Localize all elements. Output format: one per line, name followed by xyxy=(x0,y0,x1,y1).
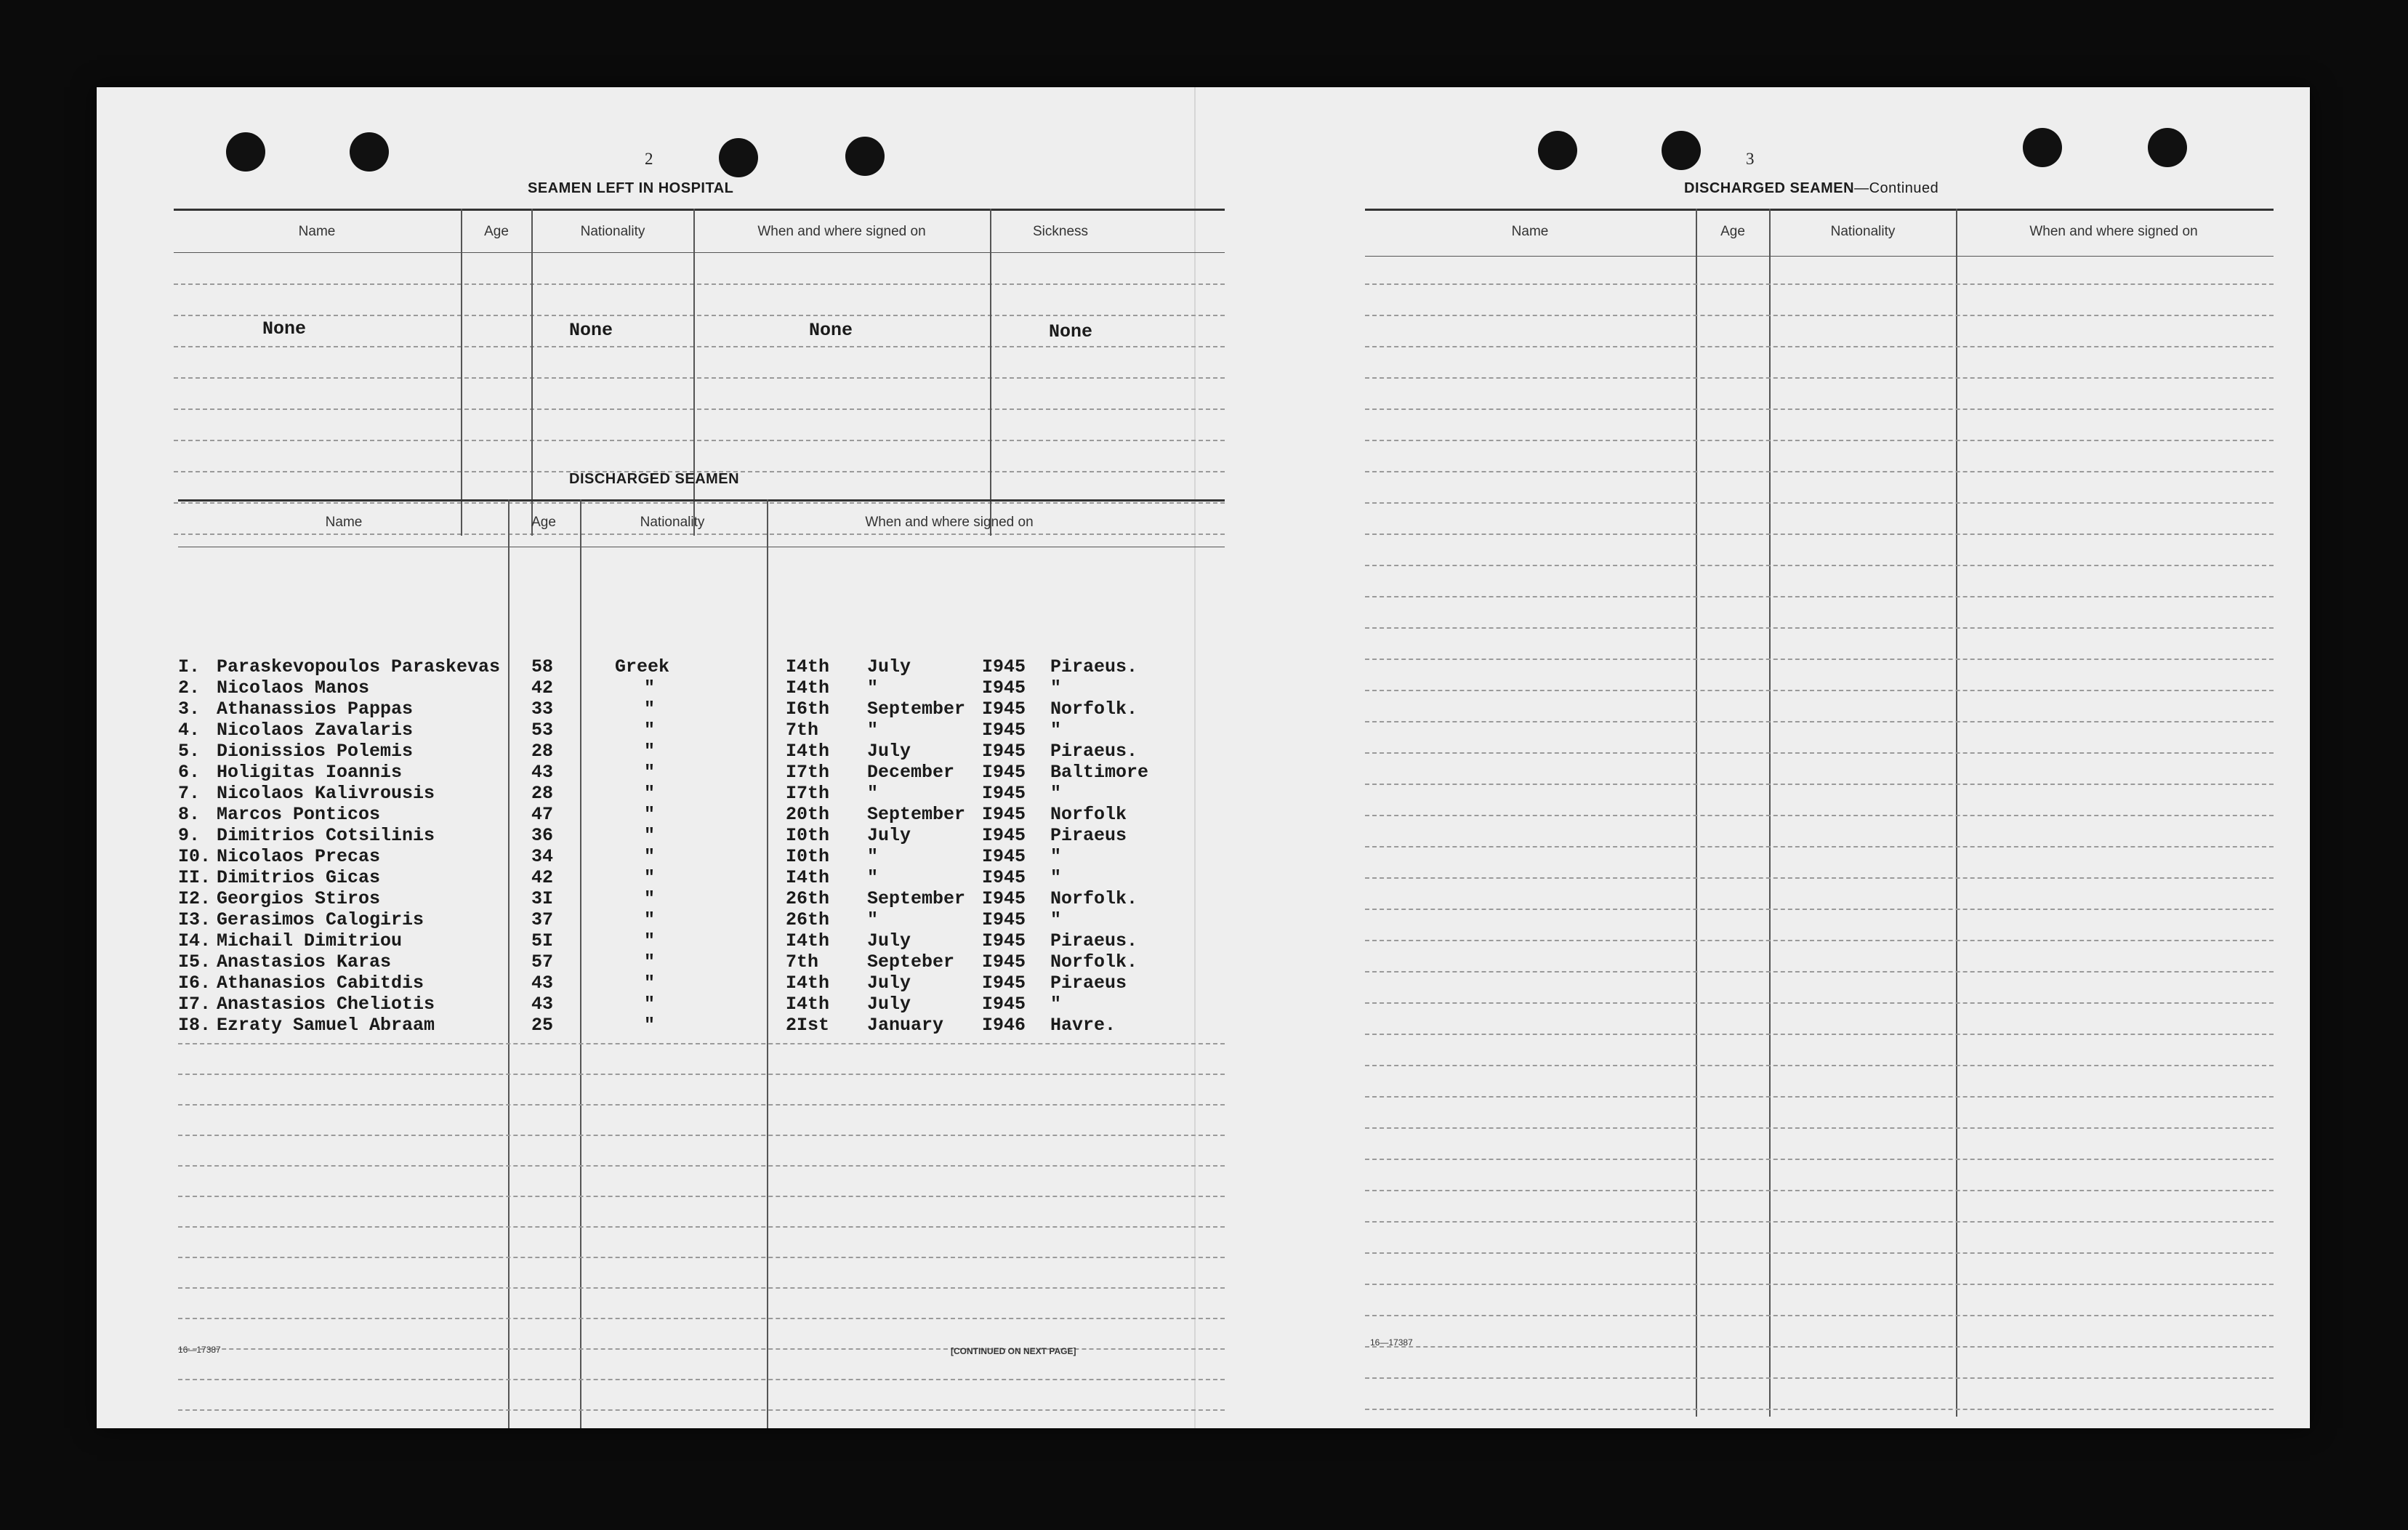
row-number: I6. xyxy=(178,973,212,994)
signed-day: 7th xyxy=(786,951,819,973)
row-number: 7. xyxy=(178,783,201,804)
seaman-nationality: " xyxy=(644,804,656,825)
seaman-name: Paraskevopoulos Paraskevas xyxy=(217,656,501,677)
signed-year: I945 xyxy=(982,930,1026,951)
signed-year: I945 xyxy=(982,994,1026,1015)
seaman-nationality: " xyxy=(644,783,656,804)
row-number: I3. xyxy=(178,909,212,930)
ruled-line xyxy=(1365,1252,2274,1254)
hospital-header-sickness: Sickness xyxy=(1032,224,1089,239)
right-header-age: Age xyxy=(1720,224,1745,239)
seaman-name: Nicolaos Precas xyxy=(217,846,381,867)
ruled-line xyxy=(1365,846,2274,847)
ruled-line xyxy=(1365,377,2274,379)
signed-month: " xyxy=(867,677,879,698)
signed-year: I945 xyxy=(982,973,1026,994)
ruled-line xyxy=(1365,471,2274,472)
ruled-line xyxy=(1365,1096,2274,1098)
right-header-name: Name xyxy=(1511,224,1549,239)
seaman-nationality: " xyxy=(644,888,656,909)
seaman-age: 53 xyxy=(531,720,554,741)
ruled-line xyxy=(1365,659,2274,660)
seaman-name: Michail Dimitriou xyxy=(217,930,403,951)
seaman-age: 3I xyxy=(531,888,554,909)
form-number: 16—17387 xyxy=(178,1345,221,1355)
seaman-nationality: " xyxy=(644,762,656,783)
ruled-line xyxy=(1365,596,2274,597)
row-number: II. xyxy=(178,867,212,888)
row-number: I8. xyxy=(178,1015,212,1036)
signed-place: " xyxy=(1050,677,1062,698)
seaman-name: Athanasios Cabitdis xyxy=(217,973,424,994)
seaman-age: 58 xyxy=(531,656,554,677)
signed-month: " xyxy=(867,783,879,804)
row-number: 5. xyxy=(178,741,201,762)
signed-month: July xyxy=(867,825,911,846)
signed-month: " xyxy=(867,846,879,867)
ruled-line xyxy=(174,502,1225,504)
right-page xyxy=(1194,87,2310,1428)
signed-place: " xyxy=(1050,720,1062,741)
discharged-header-age: Age xyxy=(531,515,556,530)
row-number: 9. xyxy=(178,825,201,846)
ruled-line xyxy=(1365,1002,2274,1004)
discharged-header-signed-on: When and where signed on xyxy=(865,515,1034,530)
hospital-title: SEAMEN LEFT IN HOSPITAL xyxy=(528,180,734,196)
hospital-nationality-none: None xyxy=(569,320,613,341)
signed-day: I0th xyxy=(786,825,830,846)
ruled-line xyxy=(1365,315,2274,316)
ruled-line xyxy=(1365,909,2274,910)
ruled-line xyxy=(1365,815,2274,816)
ruled-line xyxy=(1365,971,2274,973)
discharged-header-name: Name xyxy=(325,515,363,530)
seaman-nationality: " xyxy=(644,846,656,867)
ruled-line xyxy=(174,408,1225,410)
signed-month: September xyxy=(867,698,966,720)
ruled-line xyxy=(1365,1315,2274,1316)
ruled-line xyxy=(1365,1190,2274,1191)
signed-place: " xyxy=(1050,867,1062,888)
signed-month: July xyxy=(867,973,911,994)
signed-day: I4th xyxy=(786,930,830,951)
signed-year: I945 xyxy=(982,741,1026,762)
signed-month: July xyxy=(867,741,911,762)
signed-day: I4th xyxy=(786,656,830,677)
signed-day: I4th xyxy=(786,994,830,1015)
seaman-name: Georgios Stiros xyxy=(217,888,381,909)
seaman-age: 43 xyxy=(531,762,554,783)
signed-year: I946 xyxy=(982,1015,1026,1036)
seaman-age: 47 xyxy=(531,804,554,825)
continued-note: [CONTINUED ON NEXT PAGE] xyxy=(951,1346,1076,1356)
signed-year: I945 xyxy=(982,656,1026,677)
row-number: I4. xyxy=(178,930,212,951)
ruled-line xyxy=(1365,1409,2274,1410)
seaman-age: 33 xyxy=(531,698,554,720)
ruled-line xyxy=(178,1165,1225,1167)
page-number: 3 xyxy=(1746,150,1755,168)
continued-title-bold: DISCHARGED SEAMEN xyxy=(1684,180,1855,196)
right-header-nationality: Nationality xyxy=(1830,224,1896,239)
ruled-line xyxy=(1365,1159,2274,1160)
seaman-nationality: " xyxy=(644,720,656,741)
ruled-line xyxy=(1365,1065,2274,1066)
ruled-line xyxy=(1365,1346,2274,1348)
ruled-line xyxy=(1365,690,2274,691)
hospital-name-none: None xyxy=(262,318,307,339)
ruled-line xyxy=(1365,1127,2274,1129)
seaman-name: Dimitrios Cotsilinis xyxy=(217,825,435,846)
signed-year: I945 xyxy=(982,909,1026,930)
seaman-age: 43 xyxy=(531,973,554,994)
ruled-line xyxy=(174,283,1225,285)
signed-day: I6th xyxy=(786,698,830,720)
seaman-name: Anastasios Cheliotis xyxy=(217,994,435,1015)
seaman-name: Nicolaos Zavalaris xyxy=(217,720,414,741)
seaman-name: Nicolaos Kalivrousis xyxy=(217,783,435,804)
right-header-signed-on: When and where signed on xyxy=(2029,224,2198,239)
row-number: I2. xyxy=(178,888,212,909)
discharged-header-nationality: Nationality xyxy=(640,515,705,530)
seaman-age: 34 xyxy=(531,846,554,867)
signed-month: July xyxy=(867,930,911,951)
seaman-name: Gerasimos Calogiris xyxy=(217,909,424,930)
seaman-name: Nicolaos Manos xyxy=(217,677,370,698)
signed-day: I4th xyxy=(786,867,830,888)
seaman-name: Anastasios Karas xyxy=(217,951,392,973)
hospital-header-signed-on: When and where signed on xyxy=(757,224,926,239)
signed-month: Septeber xyxy=(867,951,955,973)
signed-year: I945 xyxy=(982,698,1026,720)
hospital-sickness-none: None xyxy=(1049,321,1093,342)
signed-day: 7th xyxy=(786,720,819,741)
signed-place: Norfolk. xyxy=(1050,888,1138,909)
seaman-nationality: " xyxy=(644,909,656,930)
seaman-nationality: " xyxy=(644,867,656,888)
row-number: I. xyxy=(178,656,201,677)
signed-place: Piraeus xyxy=(1050,825,1127,846)
hospital-signed-none: None xyxy=(809,320,853,341)
ruled-line xyxy=(174,315,1225,316)
ruled-line xyxy=(178,1043,1225,1044)
ruled-line xyxy=(178,1226,1225,1228)
signed-year: I945 xyxy=(982,951,1026,973)
ruled-line xyxy=(178,1074,1225,1075)
row-number: I5. xyxy=(178,951,212,973)
ruled-line xyxy=(1365,721,2274,722)
seaman-age: 25 xyxy=(531,1015,554,1036)
signed-month: September xyxy=(867,888,966,909)
seaman-nationality: " xyxy=(644,930,656,951)
seaman-age: 42 xyxy=(531,677,554,698)
row-number: 4. xyxy=(178,720,201,741)
signed-month: " xyxy=(867,909,879,930)
seaman-nationality: " xyxy=(644,698,656,720)
row-number: I7. xyxy=(178,994,212,1015)
ruled-line xyxy=(178,1104,1225,1106)
ruled-line xyxy=(178,1409,1225,1411)
ruled-line xyxy=(178,1257,1225,1258)
signed-day: I4th xyxy=(786,677,830,698)
hospital-header-nationality: Nationality xyxy=(580,224,645,239)
seaman-age: 37 xyxy=(531,909,554,930)
signed-year: I945 xyxy=(982,804,1026,825)
signed-year: I945 xyxy=(982,825,1026,846)
signed-day: 26th xyxy=(786,909,830,930)
signed-place: Norfolk xyxy=(1050,804,1127,825)
seaman-age: 57 xyxy=(531,951,554,973)
ruled-line xyxy=(174,346,1225,347)
signed-year: I945 xyxy=(982,888,1026,909)
seaman-nationality: " xyxy=(644,825,656,846)
ruled-line xyxy=(1365,502,2274,504)
ruled-line xyxy=(178,1287,1225,1289)
signed-day: 20th xyxy=(786,804,830,825)
ruled-line xyxy=(1365,1221,2274,1223)
ruled-line xyxy=(1365,940,2274,941)
signed-year: I945 xyxy=(982,677,1026,698)
seaman-name: Holigitas Ioannis xyxy=(217,762,403,783)
signed-day: 26th xyxy=(786,888,830,909)
ruled-line xyxy=(1365,534,2274,535)
continued-title xyxy=(1684,180,1938,197)
row-number: 6. xyxy=(178,762,201,783)
signed-day: I4th xyxy=(786,741,830,762)
ruled-line xyxy=(178,1318,1225,1319)
ruled-line xyxy=(178,1379,1225,1380)
seaman-nationality: " xyxy=(644,973,656,994)
ruled-line xyxy=(1365,283,2274,285)
signed-year: I945 xyxy=(982,867,1026,888)
signed-place: " xyxy=(1050,909,1062,930)
signed-month: " xyxy=(867,720,879,741)
ruled-line xyxy=(1365,346,2274,347)
signed-month: July xyxy=(867,994,911,1015)
page-number: 2 xyxy=(645,150,653,168)
discharged-title: DISCHARGED SEAMEN xyxy=(569,471,740,487)
row-number: 8. xyxy=(178,804,201,825)
signed-day: 2Ist xyxy=(786,1015,830,1036)
seaman-age: 28 xyxy=(531,741,554,762)
signed-day: I7th xyxy=(786,762,830,783)
ruled-line xyxy=(174,440,1225,441)
seaman-age: 5I xyxy=(531,930,554,951)
ruled-line xyxy=(1365,752,2274,754)
signed-day: I4th xyxy=(786,973,830,994)
seaman-nationality: " xyxy=(644,994,656,1015)
seaman-nationality: " xyxy=(644,1015,656,1036)
ruled-line xyxy=(1365,877,2274,879)
hospital-header-age: Age xyxy=(484,224,509,239)
row-number: 3. xyxy=(178,698,201,720)
signed-day: I7th xyxy=(786,783,830,804)
signed-place: Piraeus. xyxy=(1050,930,1138,951)
seaman-name: Athanassios Pappas xyxy=(217,698,414,720)
signed-month: January xyxy=(867,1015,944,1036)
signed-month: " xyxy=(867,867,879,888)
ruled-line xyxy=(178,1196,1225,1197)
ruled-line xyxy=(1365,1034,2274,1035)
seaman-name: Dionissios Polemis xyxy=(217,741,414,762)
ruled-line xyxy=(1365,440,2274,441)
continued-title-suffix: —Continued xyxy=(1854,180,1939,196)
signed-place: " xyxy=(1050,846,1062,867)
row-number: 2. xyxy=(178,677,201,698)
left-page xyxy=(97,87,1194,1428)
seaman-name: Dimitrios Gicas xyxy=(217,867,381,888)
signed-year: I945 xyxy=(982,762,1026,783)
seaman-age: 28 xyxy=(531,783,554,804)
form-number: 16—17387 xyxy=(1370,1337,1413,1348)
ruled-line xyxy=(1365,627,2274,629)
signed-place: Norfolk. xyxy=(1050,951,1138,973)
ruled-line xyxy=(174,534,1225,535)
seaman-nationality: " xyxy=(644,951,656,973)
signed-place: " xyxy=(1050,783,1062,804)
signed-month: July xyxy=(867,656,911,677)
signed-place: Norfolk. xyxy=(1050,698,1138,720)
seaman-age: 43 xyxy=(531,994,554,1015)
ruled-line xyxy=(1365,784,2274,785)
signed-month: September xyxy=(867,804,966,825)
ruled-line xyxy=(1365,408,2274,410)
signed-place: Havre. xyxy=(1050,1015,1116,1036)
row-number: I0. xyxy=(178,846,212,867)
ruled-line xyxy=(174,377,1225,379)
signed-year: I945 xyxy=(982,720,1026,741)
ruled-line xyxy=(1365,1377,2274,1379)
ruled-line xyxy=(178,1135,1225,1136)
signed-place: " xyxy=(1050,994,1062,1015)
signed-year: I945 xyxy=(982,846,1026,867)
signed-month: December xyxy=(867,762,955,783)
hospital-header-name: Name xyxy=(298,224,336,239)
seaman-age: 42 xyxy=(531,867,554,888)
seaman-age: 36 xyxy=(531,825,554,846)
signed-day: I0th xyxy=(786,846,830,867)
seaman-nationality: " xyxy=(644,741,656,762)
seaman-name: Ezraty Samuel Abraam xyxy=(217,1015,435,1036)
signed-place: Piraeus xyxy=(1050,973,1127,994)
seaman-name: Marcos Ponticos xyxy=(217,804,381,825)
signed-place: Piraeus. xyxy=(1050,741,1138,762)
ruled-line xyxy=(1365,1284,2274,1285)
seaman-nationality: " xyxy=(644,677,656,698)
ruled-line xyxy=(1365,565,2274,566)
document-sheet xyxy=(97,87,2310,1428)
seaman-nationality: Greek xyxy=(615,656,670,677)
signed-year: I945 xyxy=(982,783,1026,804)
signed-place: Piraeus. xyxy=(1050,656,1138,677)
signed-place: Baltimore xyxy=(1050,762,1149,783)
